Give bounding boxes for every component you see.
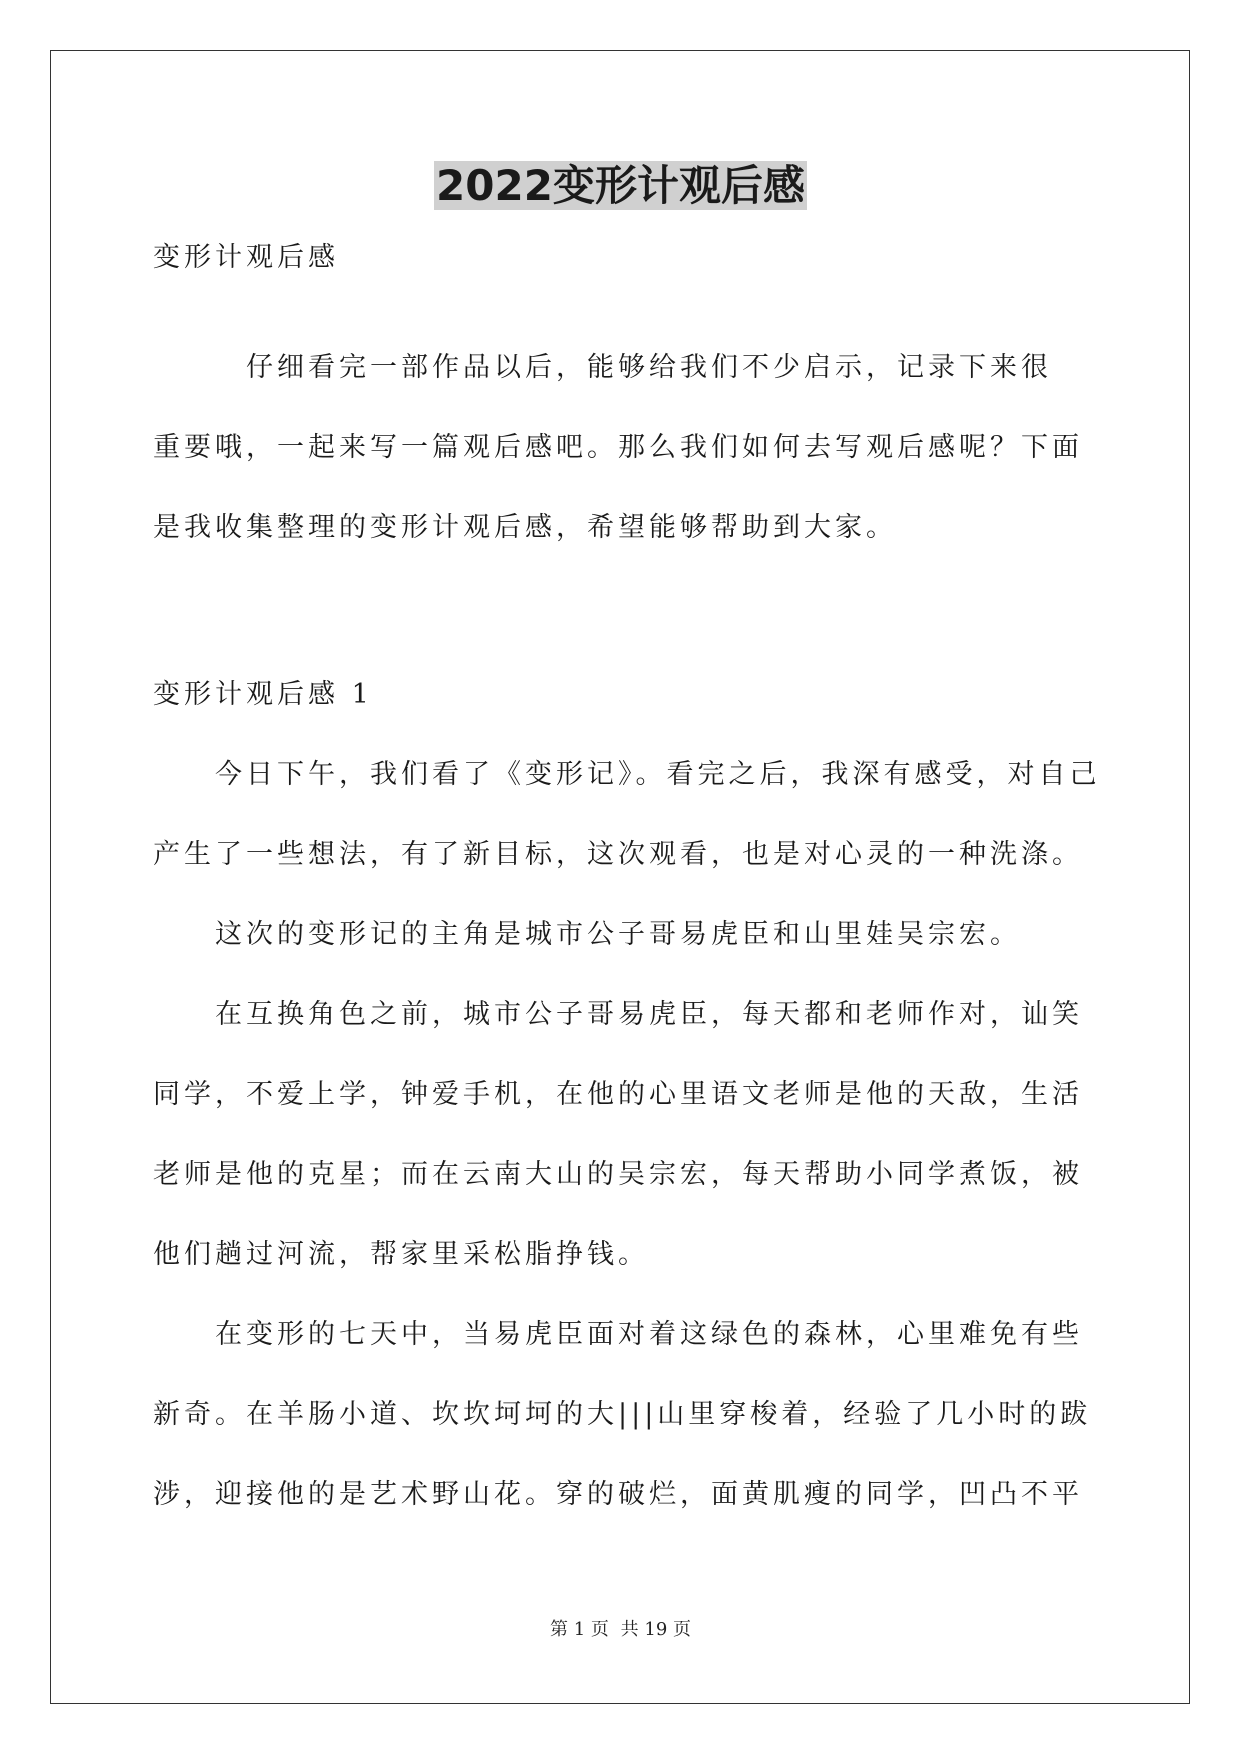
document-subtitle: 变形计观后感 (153, 242, 339, 273)
body-line: 在变形的七天中，当易虎臣面对着这绿色的森林，心里难免有些 (153, 1319, 1083, 1350)
document-title-text: 2022变形计观后感 (436, 161, 805, 210)
body-line: 他们趟过河流，帮家里采松脂挣钱。 (153, 1239, 649, 1270)
body-line: 新奇。在羊肠小道、坎坎坷坷的大|||山里穿梭着，经验了几小时的跋 (153, 1399, 1092, 1430)
page-footer (0, 1618, 1241, 1642)
section-heading: 变形计观后感 1 (153, 679, 373, 710)
body-line: 产生了一些想法，有了新目标，这次观看，也是对心灵的一种洗涤。 (153, 839, 1083, 870)
body-line: 同学，不爱上学，钟爱手机，在他的心里语文老师是他的天敌，生活 (153, 1079, 1083, 1110)
body-line: 涉，迎接他的是艺术野山花。穿的破烂，面黄肌瘦的同学，凹凸不平 (153, 1479, 1083, 1510)
document-title (0, 158, 1241, 214)
body-line: 这次的变形记的主角是城市公子哥易虎臣和山里娃吴宗宏。 (153, 919, 1021, 950)
page-total: 共 19 页 (620, 1619, 691, 1640)
body-line: 老师是他的克星；而在云南大山的吴宗宏，每天帮助小同学煮饭，被 (153, 1159, 1083, 1190)
page-number: 第 1 页 (550, 1619, 609, 1640)
body-line: 今日下午，我们看了《变形记》。看完之后，我深有感受，对自己 (153, 759, 1101, 790)
body-line: 在互换角色之前，城市公子哥易虎臣，每天都和老师作对，讪笑 (153, 999, 1083, 1030)
intro-line: 仔细看完一部作品以后，能够给我们不少启示，记录下来很 (153, 352, 1052, 383)
intro-line: 重要哦，一起来写一篇观后感吧。那么我们如何去写观后感呢？下面 (153, 432, 1083, 463)
page-border (50, 50, 1190, 1704)
intro-line: 是我收集整理的变形计观后感，希望能够帮助到大家。 (153, 512, 897, 543)
